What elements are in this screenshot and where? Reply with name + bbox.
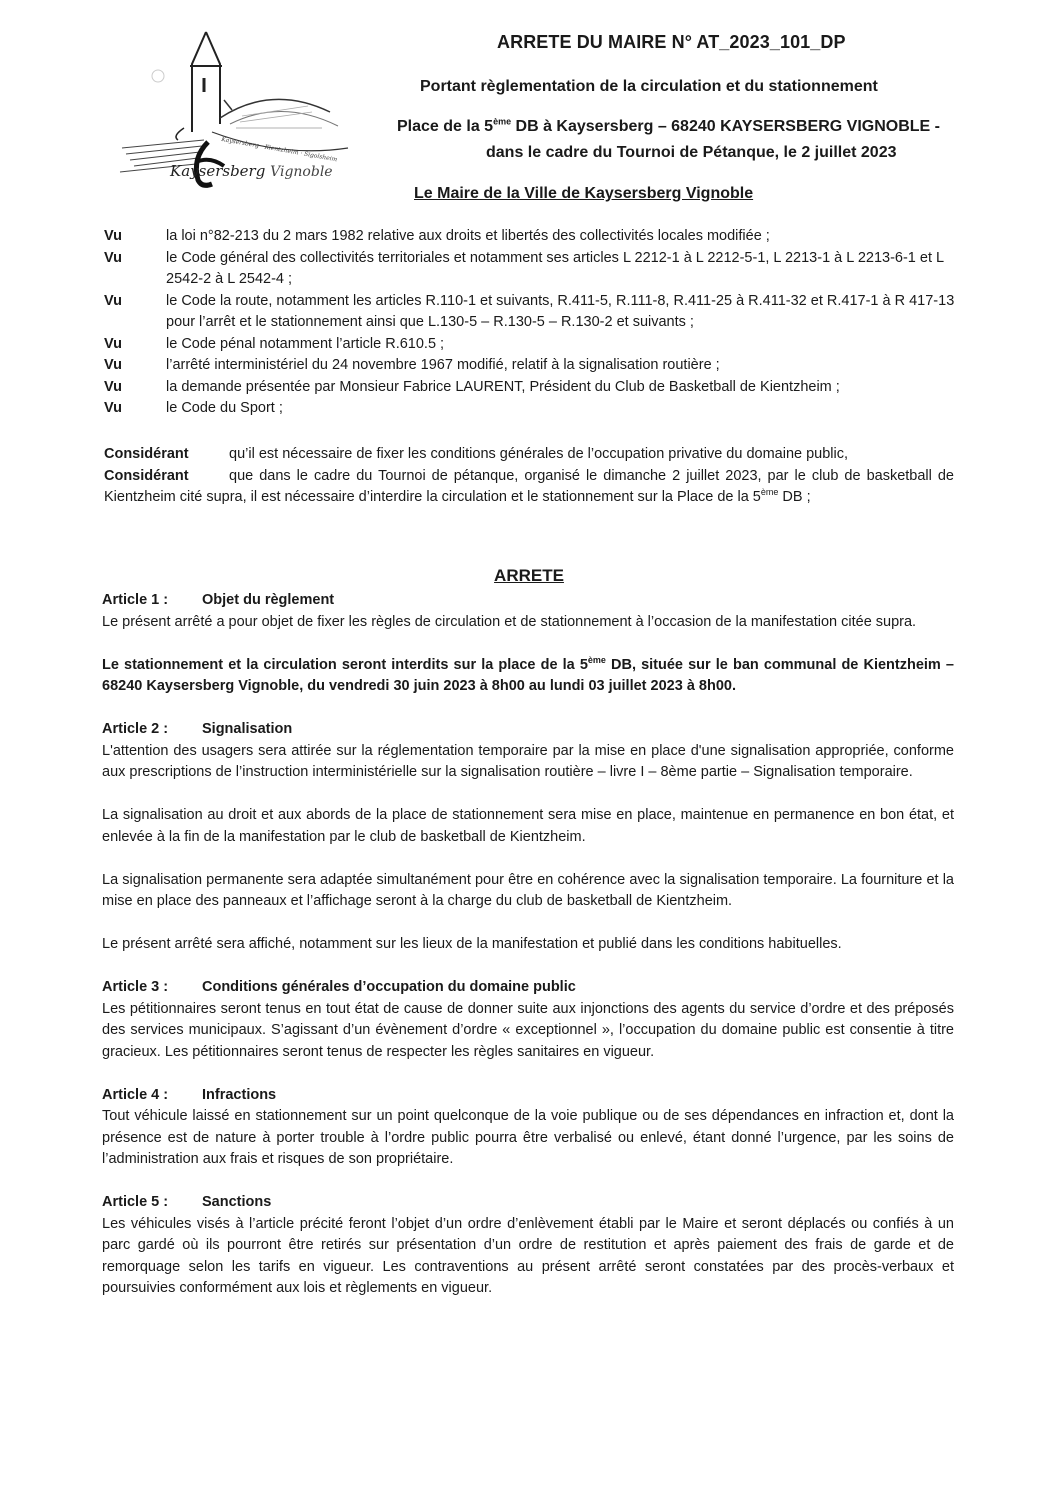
considerant-text: qu’il est nécessaire de fixer les conditions générales de l’occupation privative du domaine public, xyxy=(229,446,849,462)
articles xyxy=(102,590,954,1300)
article-1-heading xyxy=(102,590,954,612)
decree-place-line-2: dans le cadre du Tournoi de Pétanque, le 2 juillet 2023 xyxy=(486,144,897,161)
decree-subtitle: Portant règlementation de la circulation et du stationnement xyxy=(420,78,878,95)
vu-item xyxy=(104,398,964,420)
vu-label: Vu xyxy=(104,249,122,266)
article-number: Article 3 : xyxy=(102,979,169,995)
vu-text: la demande présentée par Monsieur Fabrice LAURENT, Président du Club de Basketball de Kientzheim ; xyxy=(166,378,840,395)
vu-label: Vu xyxy=(104,400,122,416)
kaysersberg-vignoble-logo xyxy=(112,28,362,198)
article-number: Article 1 : xyxy=(102,592,169,608)
vu-text: l’arrêté interministériel du 24 novembre 1967 modifié, relatif à la signalisation routière ; xyxy=(166,357,720,373)
considerant-1 xyxy=(104,444,954,466)
considerant-label: Considérant xyxy=(104,467,189,484)
considerant-text: que dans le cadre du Tournoi de pétanque, organisé le dimanche 2 juillet 2023, par le club de basketball de Kientzheim cité supra, il est nécessaire d’interdire la circulation et le stationnement sur la Place de la 5 xyxy=(104,467,954,505)
place-line-1-b: DB à Kaysersberg – 68240 KAYSERSBERG VIGNOBLE - xyxy=(511,118,940,135)
article-title: Infractions xyxy=(202,1086,277,1103)
logo-brand-suffix: Vignoble xyxy=(270,164,333,180)
considerant-block xyxy=(104,444,954,509)
logo-ribbon-text: Kaysersberg · Kientzheim · Sigolsheim xyxy=(220,136,338,164)
vu-text: le Code la route, notamment les articles R.110-1 et suivants, R.411-5, R.111-8, R.411-25 à R.411-32 et R.417-1 à R 417-13 pour l’arrêt et le stationnement ainsi que L.130-5 – R.130-5 – R.130-2 et suivants ; xyxy=(166,292,955,330)
article-title: Signalisation xyxy=(202,721,293,737)
considerant-sup: ème xyxy=(760,487,779,498)
vu-item xyxy=(104,248,964,291)
considerant-2 xyxy=(104,466,954,509)
vu-item xyxy=(104,355,964,377)
vu-label: Vu xyxy=(104,228,122,244)
decree-title: ARRETE DU MAIRE N° AT_2023_101_DP xyxy=(497,32,846,52)
place-line-1-sup: ème xyxy=(493,116,512,127)
vu-item xyxy=(104,291,964,334)
logo-wordmark xyxy=(170,162,333,180)
arrete-heading: ARRETE xyxy=(494,566,564,585)
article-number: Article 4 : xyxy=(102,1086,169,1103)
vu-text: le Code pénal notamment l’article R.610.5 ; xyxy=(166,335,445,352)
article-title: Conditions générales d’occupation du domaine public xyxy=(202,979,576,995)
vu-list xyxy=(104,226,964,420)
considerant-label: Considérant xyxy=(104,446,189,462)
article-1-prohibition xyxy=(102,655,954,698)
article-2-heading xyxy=(102,719,954,741)
mayor-heading: Le Maire de la Ville de Kaysersberg Vignoble xyxy=(414,185,754,202)
article-2-paragraph-3: La signalisation permanente sera adaptée simultanément pour être en cohérence avec la signalisation temporaire. La fourniture et la mise en place des panneaux et l’affichage seront à la charge du club de basketball de Kientzheim. xyxy=(102,871,954,909)
vu-label: Vu xyxy=(104,378,122,395)
article-2-paragraph-4: Le présent arrêté sera affiché, notamment sur les lieux de la manifestation et publié dans les conditions habituelles. xyxy=(102,936,842,952)
prohibition-text-a: Le stationnement et la circulation seront interdits sur la place de la 5 xyxy=(102,656,588,673)
vu-label: Vu xyxy=(104,335,122,352)
considerant-text-end: DB ; xyxy=(778,489,811,505)
article-4-paragraph: Tout véhicule laissé en stationnement sur un point quelconque de la voie publique ou de ses dépendances en infraction et, dont la présence est de nature à porter trouble à l’ordre public pourra être verbalisé ou enlevé, étant donné l’urgence, par les soins de l’administration aux frais et risques de son propriétaire. xyxy=(102,1108,954,1167)
logo-brand: Kaysersberg xyxy=(170,162,266,180)
article-5-heading xyxy=(102,1192,954,1214)
place-line-1-a: Place de la 5 xyxy=(397,118,494,135)
article-4-heading xyxy=(102,1085,954,1107)
article-2-paragraph-1: L'attention des usagers sera attirée sur la réglementation temporaire par la mise en place d'une signalisation appropriée, conforme aux prescriptions de l’instruction interministérielle sur la signalisation routière – livre I – 8ème partie – Signalisation temporaire. xyxy=(102,742,954,780)
article-title: Objet du règlement xyxy=(202,592,335,608)
article-5-paragraph: Les véhicules visés à l’article précité feront l’objet d’un ordre d’enlèvement établi par le Maire et seront déplacés ou confiés à un parc gardé où ils pourront être retirés sur présentation d’un ordre de restitution et après paiement des frais de garde et de remorquage selon les tarifs en vigueur. Les contraventions au présent arrêté seront constatées par des procès-verbaux et poursuivies conformément aux lois et règlements en vigueur. xyxy=(102,1215,954,1296)
vu-label: Vu xyxy=(104,357,122,373)
vu-text: le Code du Sport ; xyxy=(166,400,283,416)
vu-item xyxy=(104,226,964,248)
article-title: Sanctions xyxy=(202,1194,272,1210)
prohibition-sup: ème xyxy=(587,654,606,665)
vu-text: le Code général des collectivités territoriales et notamment ses articles L 2212-1 à L 2212-5-1, L 2213-1 à L 2213-6-1 et L 2542-2 à L 2542-4 ; xyxy=(166,249,944,287)
article-number: Article 5 : xyxy=(102,1194,169,1210)
article-3-heading xyxy=(102,977,954,999)
vu-text: la loi n°82-213 du 2 mars 1982 relative aux droits et libertés des collectivités locales modifiée ; xyxy=(166,228,770,244)
vu-item xyxy=(104,334,964,356)
decree-place-line-1 xyxy=(397,118,940,136)
article-1-paragraph: Le présent arrêté a pour objet de fixer les règles de circulation et de stationnement à l’occasion de la manifestation citée supra. xyxy=(102,613,917,630)
prohibition-text-b: DB, située sur le ban communal de Kientzheim – 68240 Kaysersberg Vignoble, du vendredi 30 juin 2023 à 8h00 au lundi 03 juillet 2023 à 8h00. xyxy=(102,656,954,694)
article-number: Article 2 : xyxy=(102,721,169,737)
vu-item xyxy=(104,377,964,399)
vu-label: Vu xyxy=(104,292,122,309)
article-2-paragraph-2: La signalisation au droit et aux abords de la place de stationnement sera mise en place, maintenue en permanence en bon état, et enlevée à la fin de la manifestation par le club de basketball de Kientzheim. xyxy=(102,807,954,845)
article-3-paragraph: Les pétitionnaires seront tenus en tout état de cause de donner suite aux injonctions des agents du service d’ordre et des préposés des services municipaux. S’agissant d’un évènement d’ordre « exceptionnel », l’occupation du domaine public est consentie à titre gracieux. Les pétitionnaires seront tenus de respecter les règles sanitaires en vigueur. xyxy=(102,1000,954,1060)
